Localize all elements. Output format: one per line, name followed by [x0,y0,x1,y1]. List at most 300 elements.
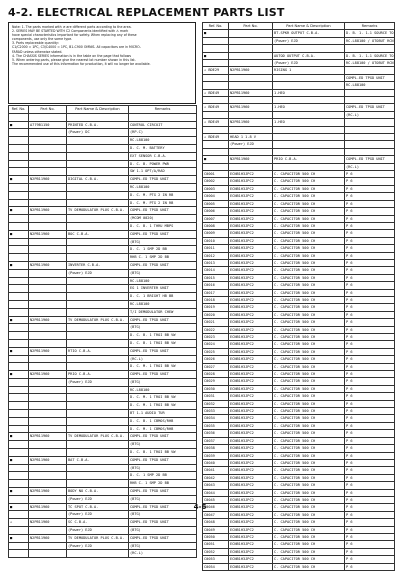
table-cell: C. CAPACITOR 500 CH [273,341,345,348]
table-cell: RC-L88100 [129,300,197,308]
table-cell: D. C. B. 1 CBMOS/RHB [129,417,197,425]
table-row [9,410,197,418]
table-cell [229,52,273,59]
table-cell: (BTG) [129,464,197,472]
table-cell: D. C. M. 1 CBMOS/RHB [129,425,197,433]
column-header: Part No. [29,106,67,114]
table-cell [29,113,67,121]
table-row [9,464,197,472]
table-row [203,97,395,104]
note-line: Note: 1. The parts marked with ≠ are different parts according to the area. [12,25,132,29]
table-cell: ECNB1H3JPC2 [229,511,273,518]
table-cell: (Power) EJD [67,378,129,386]
table-cell: N2PB11960 [29,488,67,496]
table-cell [67,441,129,449]
table-cell: (RC-L) [345,111,395,118]
table-cell: P 6 [345,437,395,444]
table-row [9,199,197,207]
table-cell: C0004 [203,193,229,200]
table-cell: C. CAPACITOR 500 CH [273,215,345,222]
table-row [203,474,395,481]
table-cell [67,183,129,191]
table-cell: ECNB1H3JPC2 [229,519,273,526]
table-row [9,402,197,410]
table-cell: P 6 [345,548,395,555]
table-row [203,415,395,422]
table-cell [29,269,67,277]
table-cell [67,394,129,402]
table-cell [203,111,229,118]
table-cell: C. CAPACITOR 500 CH [273,489,345,496]
table-cell [67,308,129,316]
table-cell: N2PB11960 [29,371,67,379]
table-cell: C0035 [203,422,229,429]
table-cell: P 6 [345,237,395,244]
table-cell [67,339,129,347]
table-cell [67,152,129,160]
table-cell [273,82,345,89]
table-row [203,393,395,400]
table-cell [67,254,129,262]
table-cell: ECNB1H3JPC2 [229,371,273,378]
table-row [203,437,395,444]
table-row [203,30,395,37]
table-row [203,134,395,141]
table-cell [9,144,29,152]
table-cell: C0034 [203,415,229,422]
table-cell: ECNB1H3JPC2 [229,259,273,266]
table-row [203,237,395,244]
table-cell [29,417,67,425]
table-cell [345,141,395,148]
table-cell: C0043 [203,482,229,489]
table-row [203,548,395,555]
table-cell [273,97,345,104]
table-cell: (BTG) [129,542,197,550]
table-cell [67,355,129,363]
table-cell: BT-SPKR OUTPUT C.B.A. [273,30,345,37]
table-cell [67,402,129,410]
table-cell: ■ [203,30,229,37]
table-row [9,269,197,277]
table-row [9,433,197,441]
table-cell: P 6 [345,467,395,474]
table-cell: ECNB1H3JPC2 [229,222,273,229]
table-cell: COMPL.ED TPGD UNIT [129,488,197,496]
table-row [203,82,395,89]
table-cell [229,163,273,170]
table-cell: C0002 [203,178,229,185]
table-row [9,261,197,269]
table-cell: C0053 [203,556,229,563]
table-cell: C0039 [203,452,229,459]
table-row [203,52,395,59]
table-cell: D. C. B. POWER PWR [129,160,197,168]
table-cell: RHB C. 1 SMP 2D BB [129,254,197,262]
table-cell: C0012 [203,252,229,259]
table-cell: COMPL.ED TPGD UNIT [129,519,197,527]
table-cell: ECNB1H3JPC2 [229,193,273,200]
table-cell: C. CAPACITOR 500 CH [273,496,345,503]
table-cell [29,339,67,347]
table-cell [273,163,345,170]
table-row [203,378,395,385]
table-cell [9,152,29,160]
table-cell: P 6 [345,208,395,215]
table-cell [203,148,229,155]
table-row [9,363,197,371]
table-cell: D. C. B. 1 THRU MBPS [129,222,197,230]
table-cell [345,134,395,141]
table-cell: C0051 [203,541,229,548]
table-cell: C0024 [203,341,229,348]
table-cell [67,199,129,207]
table-cell [29,137,67,145]
table-cell [345,97,395,104]
table-cell: C0029 [203,378,229,385]
table-cell: ■ [9,433,29,441]
table-cell [9,215,29,223]
table-row [9,300,197,308]
table-cell: P 6 [345,296,395,303]
table-cell: ECNB1H3JPC2 [229,274,273,281]
table-cell: C. CAPACITOR 500 CH [273,222,345,229]
table-cell: C. CAPACITOR 500 CH [273,400,345,407]
table-cell: C. CAPACITOR 500 CH [273,437,345,444]
table-row [9,449,197,457]
page-title: 4-2. ELECTRICAL REPLACEMENT PARTS LIST [8,6,285,19]
column-header: Part Name & Description [273,23,345,30]
table-cell: COMPL.ED TPGD UNIT [345,104,395,111]
table-cell [229,30,273,37]
table-row [203,89,395,96]
table-cell: N2PB11960 [229,67,273,74]
table-row [9,456,197,464]
table-cell: C. CAPACITOR 500 CH [273,563,345,570]
table-cell [345,126,395,133]
table-cell: COMPL.ED TPGD UNIT [345,74,395,81]
table-cell [67,160,129,168]
table-cell [29,199,67,207]
table-cell: C0003 [203,185,229,192]
table-cell [29,183,67,191]
table-cell: ■ [9,316,29,324]
table-cell [273,148,345,155]
table-cell: C0022 [203,326,229,333]
table-cell: P 6 [345,459,395,466]
table-row [203,304,395,311]
table-cell [29,300,67,308]
table-cell [29,191,67,199]
table-cell [203,126,229,133]
table-cell: TV DEMODULATOR PLUS C.B.A. [67,433,129,441]
table-cell: C. CAPACITOR 500 CH [273,296,345,303]
table-cell: N2PB11960 [29,534,67,542]
table-cell [29,472,67,480]
table-cell [9,222,29,230]
table-row [9,488,197,496]
table-cell: C. CAPACITOR 500 CH [273,356,345,363]
table-cell [29,527,67,535]
table-cell: RC-L88100 [129,277,197,285]
table-cell: ■ [9,371,29,379]
table-cell: ECNB1H3JPC2 [229,430,273,437]
table-cell: ⚠ BDE49 [203,89,229,96]
table-cell: C0020 [203,311,229,318]
table-cell: C0042 [203,474,229,481]
table-cell: D. B. 1. 1-1 SOURCE TO [346,31,394,36]
table-row [9,339,197,347]
table-cell: RC-L88100 [129,183,197,191]
table-cell [9,410,29,418]
table-cell: C. CAPACITOR 500 CH [273,482,345,489]
table-cell: 1.HEO [273,104,345,111]
table-row [203,126,395,133]
table-row [9,371,197,379]
table-cell [203,37,229,44]
table-cell [67,363,129,371]
table-cell: (BTG) [129,269,197,277]
table-cell: RC-L88100 [345,82,395,89]
table-row [9,176,197,184]
table-row [9,129,197,137]
table-cell: C0037 [203,437,229,444]
table-row [203,45,395,52]
table-row [9,355,197,363]
table-cell: RC-L88100 / OTOBUT RCN [346,61,394,66]
table-cell [229,74,273,81]
table-cell [29,129,67,137]
table-cell [9,394,29,402]
table-cell: C. CAPACITOR 500 CH [273,474,345,481]
table-cell [129,113,197,121]
table-cell [203,60,229,67]
table-row [203,267,395,274]
table-row [9,316,197,324]
table-cell [9,378,29,386]
table-cell: ECNB1H3JPC2 [229,237,273,244]
table-cell: ECNB1H3JPC2 [229,526,273,533]
table-cell: PRIO C.B.A. [67,371,129,379]
table-cell: D. C. M. 1 TROI BB VW [129,363,197,371]
table-cell [229,97,273,104]
table-row [203,104,395,111]
table-cell [29,378,67,386]
table-cell: N2PB11960 [229,119,273,126]
table-cell: ECNB1H3JPC2 [229,408,273,415]
table-cell: ECNB1H3JPC2 [229,533,273,540]
table-cell: ECNB1H3JPC2 [229,215,273,222]
table-cell [67,144,129,152]
table-cell: C. CAPACITOR 500 CH [273,334,345,341]
table-cell [67,277,129,285]
table-cell [229,60,273,67]
table-cell: ECNB1H3JPC2 [229,482,273,489]
table-cell: P 6 [345,415,395,422]
table-cell: COMPL.ED TPGD UNIT [129,371,197,379]
table-cell: C0038 [203,445,229,452]
table-cell [29,425,67,433]
table-cell [203,141,229,148]
table-cell [9,199,29,207]
table-row [203,37,395,44]
table-row [203,282,395,289]
table-cell: ECNB1H3JPC2 [229,459,273,466]
table-cell: P 6 [345,348,395,355]
table-cell: (BTG) [129,238,197,246]
table-cell [29,168,67,176]
table-cell [29,332,67,340]
table-cell: P 6 [345,259,395,266]
table-cell: C0046 [203,504,229,511]
table-cell: ECNB1H3JPC2 [229,185,273,192]
table-cell: P 6 [345,319,395,326]
table-cell: C0014 [203,267,229,274]
table-cell: C. CAPACITOR 500 CH [273,304,345,311]
table-cell: C. CAPACITOR 500 CH [273,467,345,474]
table-cell: (Power) EJD [67,511,129,519]
table-cell: C0040 [203,459,229,466]
table-cell [9,246,29,254]
table-cell [9,472,29,480]
table-row [9,542,197,550]
table-cell [67,168,129,176]
table-row [9,293,197,301]
table-cell: COMPL.ED TPGD UNIT [129,347,197,355]
table-cell: C. CAPACITOR 500 CH [273,445,345,452]
table-row [203,215,395,222]
table-row [9,394,197,402]
table-cell [9,550,29,558]
table-cell: TV DEMODULATOR PLUS C.B.A. [67,534,129,542]
table-cell: EG 1 INVERTER UNIT [129,285,197,293]
table-cell: C0018 [203,296,229,303]
table-row [203,230,395,237]
note-line: The recommended use of this information for production, it will no longer be available. [12,61,151,66]
table-row [203,533,395,540]
table-cell: ECNB1H3JPC2 [229,348,273,355]
table-cell: P 6 [345,193,395,200]
table-cell [9,527,29,535]
table-cell: P 6 [345,504,395,511]
table-cell: ECNB1H3JPC2 [229,489,273,496]
table-cell: ECNB1H3JPC2 [229,171,273,178]
table-cell [29,238,67,246]
table-cell: ECNB1H3JPC2 [229,356,273,363]
table-cell [273,74,345,81]
table-cell: P 6 [345,496,395,503]
table-row [203,163,395,170]
table-cell: C. CAPACITOR 500 CH [273,326,345,333]
table-row [203,341,395,348]
table-cell [29,480,67,488]
table-cell: P 6 [345,430,395,437]
table-cell: SW 1-1 OPT/A/RAD [129,168,197,176]
table-row [203,430,395,437]
table-row [9,191,197,199]
table-cell [29,394,67,402]
table-row [203,74,395,81]
table-cell [9,363,29,371]
table-cell: P 6 [345,274,395,281]
table-cell: P 6 [345,526,395,533]
table-cell: C0021 [203,319,229,326]
table-cell [273,111,345,118]
table-cell: P 6 [345,452,395,459]
table-row [203,289,395,296]
table-row [9,417,197,425]
table-cell [229,37,273,44]
table-cell: C. CAPACITOR 500 CH [273,237,345,244]
table-row [9,550,197,558]
table-cell [9,441,29,449]
table-cell [67,222,129,230]
table-cell: (BTG) [129,511,197,519]
table-cell: AUTOD OUTPUT C.B.A. [273,52,345,59]
table-cell: C0045 [203,496,229,503]
table-cell: C0054 [203,563,229,570]
table-cell: C0005 [203,200,229,207]
table-row [203,563,395,570]
table-cell: ECNB1H3JPC2 [229,400,273,407]
table-cell [29,410,67,418]
table-cell: C0017 [203,289,229,296]
table-cell: D. C. 1 SMP 2D BB [129,472,197,480]
table-cell: C. CAPACITOR 500 CH [273,289,345,296]
table-cell [203,97,229,104]
table-cell: ⚠ BDE49 [203,134,229,141]
table-cell: P 6 [345,252,395,259]
table-cell: (BTG) [129,495,197,503]
table-cell [67,550,129,558]
table-cell [67,215,129,223]
table-cell: BT 1-1 AUDIO TUR [129,410,197,418]
table-cell: D. C. 1 BRIGHT HB BB [129,293,197,301]
table-cell: RISING 1 [273,67,345,74]
table-cell [9,269,29,277]
table-cell: C. CAPACITOR 500 CH [273,274,345,281]
table-cell: D. B. 1. 1-1 SOURCE TO [346,53,394,58]
page-number: 4-6 [193,503,207,511]
table-cell: C. CAPACITOR 500 CH [273,459,345,466]
table-cell [29,285,67,293]
table-cell [9,449,29,457]
table-cell: (Power) EJD [273,37,345,44]
table-cell: ECNB1H3JPC2 [229,304,273,311]
table-row [9,285,197,293]
table-cell: P 6 [345,400,395,407]
table-cell [67,386,129,394]
table-cell: C0028 [203,371,229,378]
table-cell: C0013 [203,259,229,266]
table-cell: ECNB1H3JPC2 [229,393,273,400]
table-cell: C. CAPACITOR 500 CH [273,178,345,185]
table-cell: P 6 [345,200,395,207]
table-cell: COMPL.ED TPGD UNIT [129,316,197,324]
table-cell: ECNB1H3JPC2 [229,326,273,333]
table-cell: (RC-L) [129,550,197,558]
table-cell: C. CAPACITOR 500 CH [273,541,345,548]
table-cell: C. CAPACITOR 500 CH [273,193,345,200]
table-row [203,171,395,178]
table-cell: N2PB11960 [29,519,67,527]
table-cell: ⚠ BDE29 [203,67,229,74]
table-cell [9,339,29,347]
table-cell: C. CAPACITOR 500 CH [273,348,345,355]
table-cell: (MCOM 0020) [129,215,197,223]
table-cell: C. CAPACITOR 500 CH [273,282,345,289]
table-cell: EXT SENSOR C.B.A. [129,152,197,160]
